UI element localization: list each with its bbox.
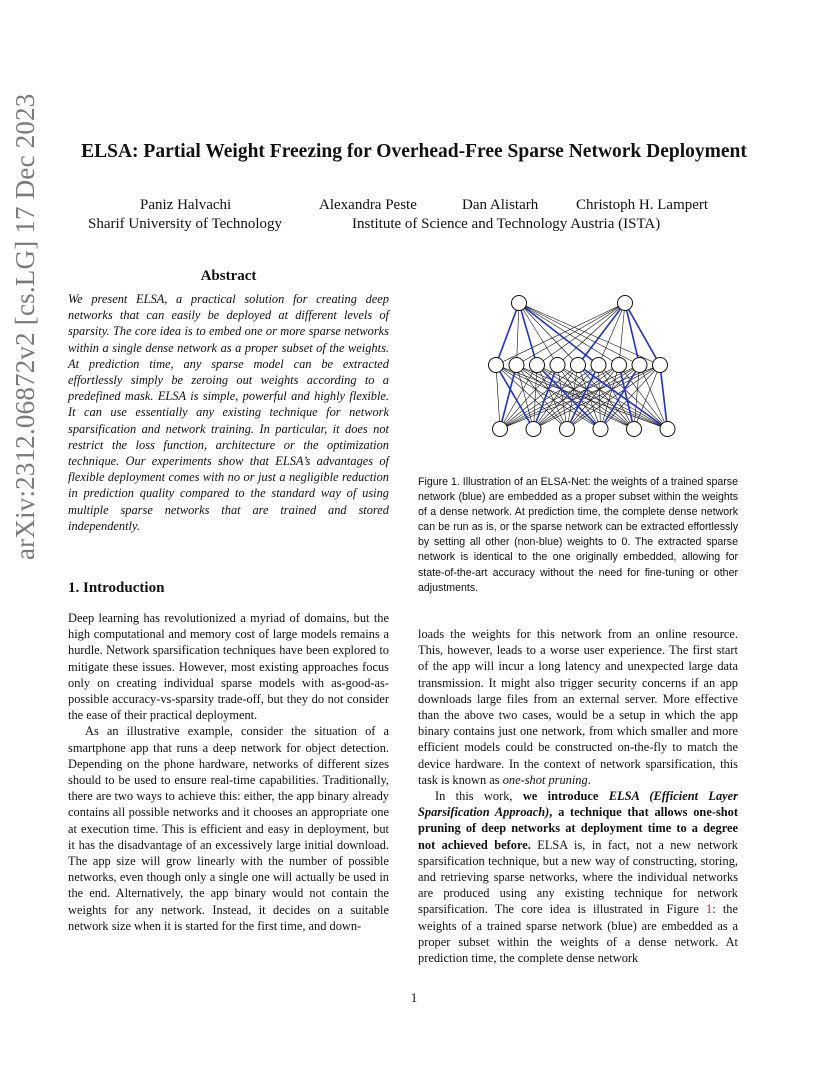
network-node bbox=[660, 422, 675, 437]
paper-title: ELSA: Partial Weight Freezing for Overhead-Free Sparse Network Deployment bbox=[81, 141, 747, 162]
dense-edge bbox=[517, 365, 534, 429]
network-node bbox=[591, 358, 606, 373]
abstract-body: We present ELSA, a practical solution for creating deep networks that can easily be deployed at different levels of sparsity. The core idea is to embed one or more sparse networks within a single dense network as a proper subset of the weights. At prediction time, any sparse model can be extracted effortlessly simply be zeroing out weights according to a predefined mask. ELSA is simple, powerful and highly flexible. It can use essentially any existing technique for network sparsification and network training. In particular, it does not restrict the loss function, architecture or the optimization technique. Our experiments show that ELSA’s advantages of flexible deployment comes with no or just a negligible reduction in prediction quality compared to the standard way of using multiple sparse networks that are trained and stored independently. bbox=[68, 292, 389, 533]
abstract-heading: Abstract bbox=[200, 268, 257, 284]
network-node bbox=[509, 358, 524, 373]
dense-edge bbox=[496, 365, 500, 429]
network-node bbox=[512, 296, 527, 311]
sparse-edge bbox=[578, 303, 625, 365]
network-node bbox=[632, 358, 647, 373]
dense-edge bbox=[496, 365, 668, 429]
network-node bbox=[612, 358, 627, 373]
period: . bbox=[587, 772, 591, 787]
dense-edge bbox=[519, 303, 660, 365]
intro-paragraph-2-continued bbox=[418, 626, 738, 788]
sparse-edge bbox=[660, 365, 668, 429]
sparse-edge bbox=[625, 303, 640, 365]
author-name-2: Alexandra Peste bbox=[319, 197, 417, 213]
p3-body: ELSA is, in fact, not a new network sparsification technique, but a new way of constructing, storing, and retrieving sparse networks, where the individual networks are produced using any existing technique for network sparsification. The core idea is illustrated in Figure bbox=[418, 837, 738, 917]
network-node bbox=[489, 358, 504, 373]
network-node bbox=[627, 422, 642, 437]
author-affiliation-1: Sharif University of Technology bbox=[88, 216, 283, 232]
network-node bbox=[618, 296, 633, 311]
network-node bbox=[593, 422, 608, 437]
section-heading-introduction: 1. Introduction bbox=[68, 580, 165, 596]
figure-1-network-diagram bbox=[478, 283, 678, 443]
p3-bold-intro: we introduce bbox=[522, 789, 599, 804]
figure-1-caption: Figure 1. Illustration of an ELSA-Net: the weights of a trained sparse network (blue) are embedded as a proper subset within the weights of a dense network. At prediction time, the complete dense network can be run as is, or the sparse network can be extracted effortlessly by setting all other (non-blue) weights to 0. The extracted sparse network is identical to the one originally embedded, allowing for state-of-the-art accuracy without the need for fine-tuning or other adjustments. bbox=[418, 476, 738, 594]
intro-paragraph-1: Deep learning has revolutionized a myriad of domains, but the high computational and memory cost of large models remains a hurdle. Network sparsification techniques have been explored to mitigate these issues. However, most existing approaches focus only on creating individual sparse models with as-good-as-possible accuracy-vs-sparsity trade-off, but they do not consider the ease of their practical deployment. bbox=[68, 611, 389, 723]
p3-tail: : the weights of a trained sparse network (blue) are embedded as a proper subset within the weights of a dense network. At prediction time, the complete dense network bbox=[418, 902, 738, 966]
intro-paragraph-2 bbox=[68, 723, 389, 934]
author-name-1: Paniz Halvachi bbox=[140, 197, 232, 213]
intro-paragraph-2-text: As an illustrative example, consider the situation of a smartphone app that runs a deep network for object detection. Depending on the phone hardware, networks of different sizes should to be used to ensure real-time capabilities. Traditionally, there are two ways to achieve this: either, the app binary already contains all possible networks and it chooses an appropriate one at execution time. This is efficient and easy in deployment, but it has the disadvantage of an excessively large initial download. The app size will grow linearly with the number of possible networks, even though only a single one will actually be used in the end. Alternatively, the app binary would not contain the weights for any network. Instead, it decides on a suitable network size when it is started for the first time, and down- bbox=[68, 724, 389, 933]
intro-right-column bbox=[418, 626, 738, 966]
dense-edge bbox=[519, 303, 640, 365]
network-node bbox=[560, 422, 575, 437]
figure-1-reference-link[interactable]: 1 bbox=[706, 902, 713, 917]
network-node bbox=[530, 358, 545, 373]
dense-edge bbox=[517, 303, 520, 365]
author-name-3: Dan Alistarh bbox=[462, 197, 539, 213]
one-shot-pruning-term: one-shot pruning bbox=[502, 772, 588, 787]
dense-edge bbox=[517, 303, 626, 365]
network-node bbox=[550, 358, 565, 373]
network-node bbox=[526, 422, 541, 437]
paragraph-2-tail: loads the weights for this network from an online resource. This, however, leads to a worse user experience. The first start of the app will incur a long latency and unexpected large data transmission. It might also trigger security concerns if an app downloads large files from an external server. More effective than the above two cases, would be a setup in which the app binary contains just one network, from which smaller and more efficient models could be constructed on-the-fly to match the device hardware. In the context of network sparsification, this task is known as bbox=[418, 627, 738, 787]
p3-lead: In this work, bbox=[435, 789, 513, 804]
author-name-4: Christoph H. Lampert bbox=[576, 197, 709, 213]
dense-edge bbox=[558, 303, 626, 365]
dense-edge bbox=[634, 365, 660, 429]
network-node bbox=[493, 422, 508, 437]
dense-edge bbox=[519, 303, 558, 365]
network-node bbox=[571, 358, 586, 373]
p3-bold-claim: , a technique that allows one-shot pruning of deep networks at deployment time to a degree not achieved before. bbox=[418, 805, 738, 852]
author-affiliation-2: Institute of Science and Technology Austria (ISTA) bbox=[352, 216, 661, 232]
intro-paragraph-3 bbox=[418, 788, 738, 966]
network-node bbox=[653, 358, 668, 373]
sparse-edge bbox=[519, 303, 599, 365]
arxiv-stamp: arXiv:2312.06872v2 [cs.LG] 17 Dec 2023 bbox=[10, 93, 40, 560]
intro-left-column bbox=[68, 610, 389, 934]
elsa-name: ELSA (Efficient Layer Sparsification Approach) bbox=[418, 789, 738, 820]
page-number: 1 bbox=[410, 990, 418, 1005]
sparse-edge bbox=[625, 303, 660, 365]
dense-edge bbox=[599, 365, 601, 429]
